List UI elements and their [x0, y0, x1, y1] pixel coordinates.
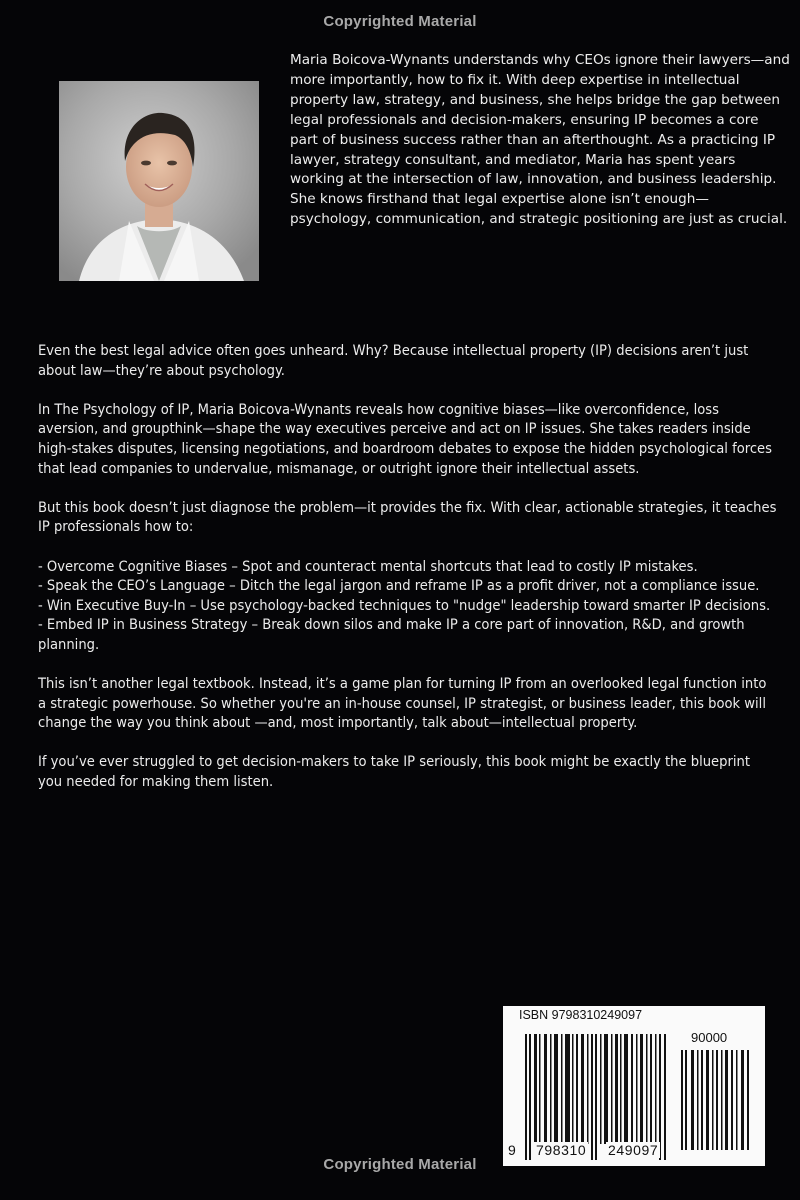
- author-photo: [59, 81, 259, 281]
- book-description: [38, 341, 778, 811]
- list-item: - Win Executive Buy-In – Use psychology-backed techniques to "nudge" leadership toward smarter IP decisions.: [38, 596, 771, 614]
- isbn-label: ISBN 9798310249097: [519, 1008, 643, 1022]
- isbn-barcode: [503, 1006, 765, 1166]
- description-pitch: This isn’t another legal textbook. Instead, it’s a game plan for turning IP from an overlooked legal function into a strategic powerhouse. So whether you're an in-house counsel, IP strategist, or business leader, this book will change the way you think about —and, most importantly, talk about—intellectual property.: [38, 675, 767, 732]
- barcode-digit-first: 9: [508, 1142, 517, 1158]
- description-intro: Even the best legal advice often goes unheard. Why? Because intellectual property (IP) decisions aren’t just about law—they’re about psychology.: [38, 342, 749, 379]
- barcode-digits-right: 249097: [608, 1142, 659, 1158]
- description-summary: In The Psychology of IP, Maria Boicova-Wynants reveals how cognitive biases—like overconfidence, loss aversion, and groupthink—shape the way executives perceive and act on IP issues. She takes readers inside high-stakes disputes, licensing negotiations, and boardroom debates to expose the hidden psychological forces that lead companies to undervalue, mismanage, or outright ignore their intellectual assets.: [38, 400, 772, 477]
- addon-barcode-bars-icon: [681, 1050, 751, 1150]
- price-code: 90000: [691, 1030, 728, 1045]
- description-lead-in: But this book doesn’t just diagnose the problem—it provides the fix. With clear, actionable strategies, it teaches IP professionals how to:: [38, 498, 777, 536]
- list-item: - Speak the CEO’s Language – Ditch the legal jargon and reframe IP as a profit driver, not a compliance issue.: [38, 577, 760, 595]
- list-item: - Overcome Cognitive Biases – Spot and counteract mental shortcuts that lead to costly IP mistakes.: [38, 557, 698, 575]
- author-portrait-icon: [59, 81, 259, 281]
- author-bio: Maria Boicova-Wynants understands why CEOs ignore their lawyers—and more importantly, how to fix it. With deep expertise in intellectual property law, strategy, and business, she helps bridge the gap between legal professionals and decision-makers, ensuring IP becomes a core part of business success rather than an afterthought. As a practicing IP lawyer, strategy consultant, and mediator, Maria has spent years working at the intersection of law, innovation, and business leadership. She knows firsthand that legal expertise alone isn’t enough—psychology, communication, and strategic positioning are just as crucial.: [290, 52, 790, 228]
- description-closing: If you’ve ever struggled to get decision-makers to take IP seriously, this book might be exactly the blueprint you needed for making them listen.: [38, 753, 750, 791]
- barcode-digits-left: 798310: [536, 1142, 587, 1158]
- copyright-watermark-bottom: Copyrighted Material: [323, 1156, 477, 1173]
- copyright-watermark-top: Copyrighted Material: [323, 13, 477, 30]
- strategy-list: [38, 557, 778, 655]
- list-item: - Embed IP in Business Strategy – Break down silos and make IP a core part of innovation, R&D, and growth planning.: [38, 616, 745, 653]
